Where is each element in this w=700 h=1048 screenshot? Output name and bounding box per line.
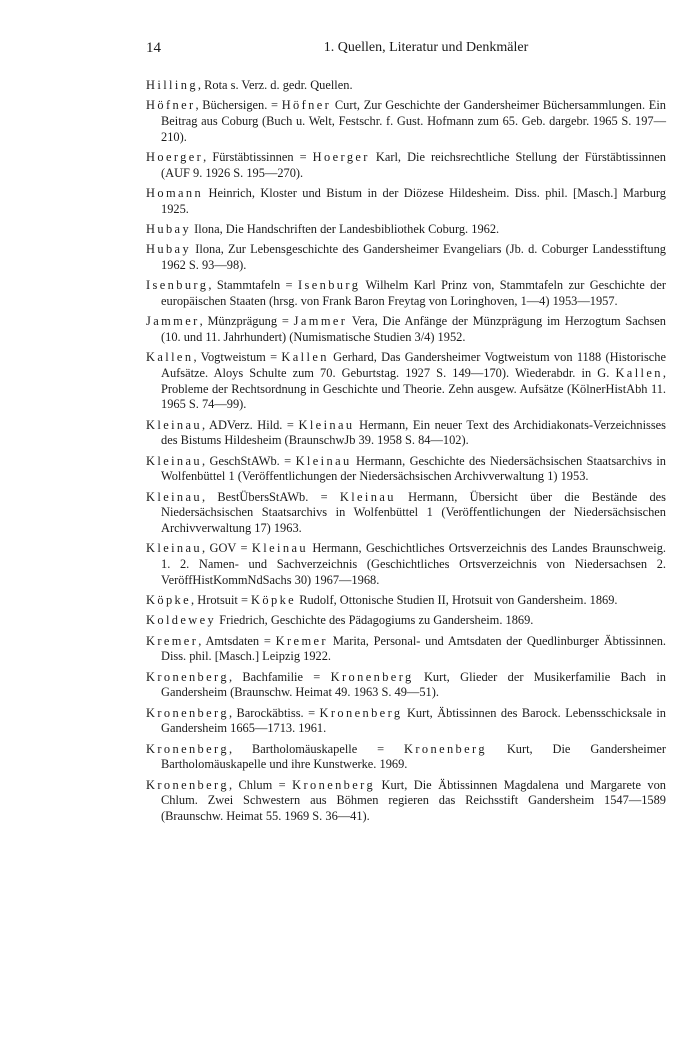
entry-text: , Barockäbtiss. =	[228, 705, 320, 720]
entry-text: Kurt, Glieder der Musikerfamilie Bach in Gandersheim (Braunschw. Heimat 49. 1963 S. 49—51).	[161, 669, 666, 700]
author-name: Kallen	[615, 365, 663, 380]
entry-text: Heinrich, Kloster und Bistum in der Diözese Hildesheim. Diss. phil. [Masch.] Marburg 1925.	[161, 185, 666, 216]
entry-text: , ADVerz. Hild. =	[202, 417, 299, 432]
entry-text: , Chlum =	[228, 777, 293, 792]
author-name: Kleinau	[146, 489, 203, 504]
author-name: Kleinau	[298, 417, 355, 432]
author-name: Kremer	[275, 633, 328, 648]
bibliography-entry	[146, 98, 666, 145]
author-name: Hoerger	[312, 149, 370, 164]
author-name: Kronenberg	[146, 705, 229, 720]
entry-text: Gerhard, Das Gandersheimer Vogtweistum von 1188 (Historische Aufsätze. Aloys Schulte zum 70. Geburtstag. 1927 S. 149—170). Wiederabdr. in G.	[161, 350, 667, 380]
bibliography-entry	[146, 350, 666, 413]
author-name: Hoerger	[146, 149, 204, 164]
author-name: Kronenberg	[146, 777, 229, 792]
author-name: Hilling	[146, 78, 198, 92]
author-name: Kallen	[281, 350, 329, 365]
bibliography-entry	[146, 541, 666, 588]
entry-text: Hermann, Übersicht über die Bestände des Niedersächsischen Staatsarchivs in Wolfenbüttel 1 (Veröffentlichungen der Niedersächsischen Archivverwaltung 17) 1963.	[161, 489, 666, 536]
entry-text: Marita, Personal- und Amtsdaten der Quedlinburger Äbtissinnen. Diss. phil. [Masch.] Leipzig 1922.	[161, 633, 667, 664]
entry-text: , Amtsdaten =	[198, 633, 276, 648]
bibliography-entry	[146, 150, 666, 182]
bibliography-entry	[146, 613, 666, 629]
bibliography-entry	[146, 634, 666, 666]
entry-text: Ilona, Zur Lebensgeschichte des Gandersheimer Evangeliars (Jb. d. Coburger Landesstiftung 1962 S. 93—98).	[161, 242, 666, 272]
author-name: Kleinau	[251, 541, 308, 556]
entry-text: Curt, Zur Geschichte der Gandersheimer Büchersammlungen. Ein Beitrag aus Coburg (Buch u. Welt, Festschr. f. Gust. Hofmann zum 65. Geb. dargebr. 1965 S. 197—210).	[161, 98, 666, 144]
author-name: Kronenberg	[146, 741, 229, 756]
author-name: Kleinau	[146, 417, 203, 432]
bibliography-entry	[146, 670, 666, 702]
author-name: Kronenberg	[404, 741, 487, 756]
entry-text: Ilona, Die Handschriften der Landesbibliothek Coburg. 1962.	[191, 221, 500, 236]
author-name: Jammer	[146, 314, 200, 329]
entry-text: , GeschStAWb. =	[202, 453, 296, 468]
bibliography-entry	[146, 593, 666, 609]
page-header	[146, 40, 666, 60]
entry-text: Vera, Die Anfänge der Münzprägung im Herzogtum Sachsen (10. und 11. Jahrhundert) (Numismatische Studien 3/4) 1952.	[161, 314, 666, 344]
entry-text: Wilhelm Karl Prinz von, Stammtafeln zur Geschichte der europäischen Staaten (hrsg. von Frank Baron Freytag von Loringhoven, 1—4) 1953—1957.	[161, 278, 666, 308]
page-number: 14	[146, 40, 161, 56]
entry-text: Karl, Die reichsrechtliche Stellung der Fürstäbtissinnen (AUF 9. 1926 S. 195—270).	[161, 149, 666, 180]
entry-text: , Bartholomäuskapelle =	[228, 741, 404, 756]
author-name: Köpke	[146, 593, 192, 608]
author-name: Kleinau	[146, 541, 203, 556]
author-name: Koldewey	[146, 613, 217, 628]
entry-text: Kurt, Äbtissinnen des Barock. Lebensschicksale in Gandersheim 1665—1713. 1961.	[161, 705, 666, 736]
entry-text: Kurt, Die Äbtissinnen Magdalena und Margarete von Chlum. Zwei Schwestern aus Böhmen regieren das Reichsstift Gandersheim 1547—1589 (Braunschw. Heimat 55. 1969 S. 36—41).	[161, 777, 666, 824]
entry-text: , Fürstäbtissinnen =	[203, 149, 313, 164]
bibliography-entry	[146, 314, 666, 346]
entry-text: , Rota s. Verz. d. gedr. Quellen.	[197, 78, 353, 92]
author-name: Kleinau	[295, 453, 352, 468]
author-name: Kronenberg	[146, 669, 229, 684]
author-name: Isenburg	[146, 278, 209, 293]
entry-text: , Büchersigen. =	[195, 98, 282, 113]
entry-text: , Münzprägung =	[199, 314, 294, 329]
bibliography-entry	[146, 222, 666, 238]
entry-text: , BestÜbersStAWb. =	[202, 489, 340, 504]
author-name: Hubay	[146, 242, 192, 257]
entry-text: , Vogtweistum =	[193, 350, 282, 365]
bibliography-entry	[146, 242, 666, 274]
entry-text: Rudolf, Ottonische Studien II, Hrotsuit von Gandersheim. 1869.	[296, 593, 618, 608]
bibliography-entry	[146, 454, 666, 486]
author-name: Kronenberg	[319, 705, 403, 720]
author-name: Homann	[146, 185, 204, 200]
author-name: Isenburg	[297, 278, 361, 293]
entry-text: , Bachfamilie =	[228, 669, 331, 684]
entry-text: Kurt, Die Gandersheimer Bartholomäuskapelle und ihre Kunstwerke. 1969.	[161, 741, 667, 772]
running-title: 1. Quellen, Literatur und Denkmäler	[323, 40, 529, 55]
bibliography-entry	[146, 742, 666, 774]
entry-text: Friedrich, Geschichte des Pädagogiums zu Gandersheim. 1869.	[216, 613, 534, 628]
author-name: Köpke	[251, 593, 297, 608]
author-name: Jammer	[293, 314, 348, 329]
author-name: Kallen	[146, 350, 194, 365]
entry-text: , Probleme der Rechtsordnung in Geschichte und Theorie. Zehn ausgew. Aufsätze (KölnerHistAbh 11. 1965 S. 74—99).	[161, 365, 666, 412]
bibliography-entry	[146, 78, 666, 94]
entry-text: , Stammtafeln =	[208, 278, 298, 293]
entry-text: , Hrotsuit =	[191, 593, 252, 608]
entry-text: Hermann, Geschichte des Niedersächsischen Staatsarchivs in Wolfenbüttel 1 (Veröffentlichungen der Niedersächsischen Archivverwaltung 1) 1953.	[161, 453, 666, 484]
bibliography-entry	[146, 490, 666, 537]
author-name: Kleinau	[146, 453, 203, 468]
author-name: Kremer	[146, 633, 199, 648]
author-name: Höfner	[146, 98, 196, 113]
entry-text: , GOV =	[202, 541, 252, 556]
bibliography-entry	[146, 278, 666, 310]
author-name: Höfner	[281, 98, 332, 113]
bibliography-entry	[146, 778, 666, 825]
entry-text: Hermann, Ein neuer Text des Archidiakonats-Verzeichnisses des Bistums Hildesheim (BraunschwJb 39. 1958 S. 84—102).	[161, 417, 666, 448]
author-name: Kronenberg	[330, 669, 414, 684]
author-name: Kronenberg	[292, 777, 376, 792]
bibliography-entry	[146, 186, 666, 218]
bibliography-entry	[146, 706, 666, 738]
bibliography-entry	[146, 418, 666, 450]
author-name: Kleinau	[339, 489, 396, 504]
bibliography-list	[146, 78, 666, 829]
entry-text: Hermann, Geschichtliches Ortsverzeichnis des Landes Braunschweig. 1. 2. Namen- und Sachverzeichnis (Geschichtliches Ortsverzeichnis von Niedersachsen 2. VeröffHistKommNdSachs 30) 1967—1968.	[161, 541, 666, 587]
author-name: Hubay	[146, 221, 192, 236]
